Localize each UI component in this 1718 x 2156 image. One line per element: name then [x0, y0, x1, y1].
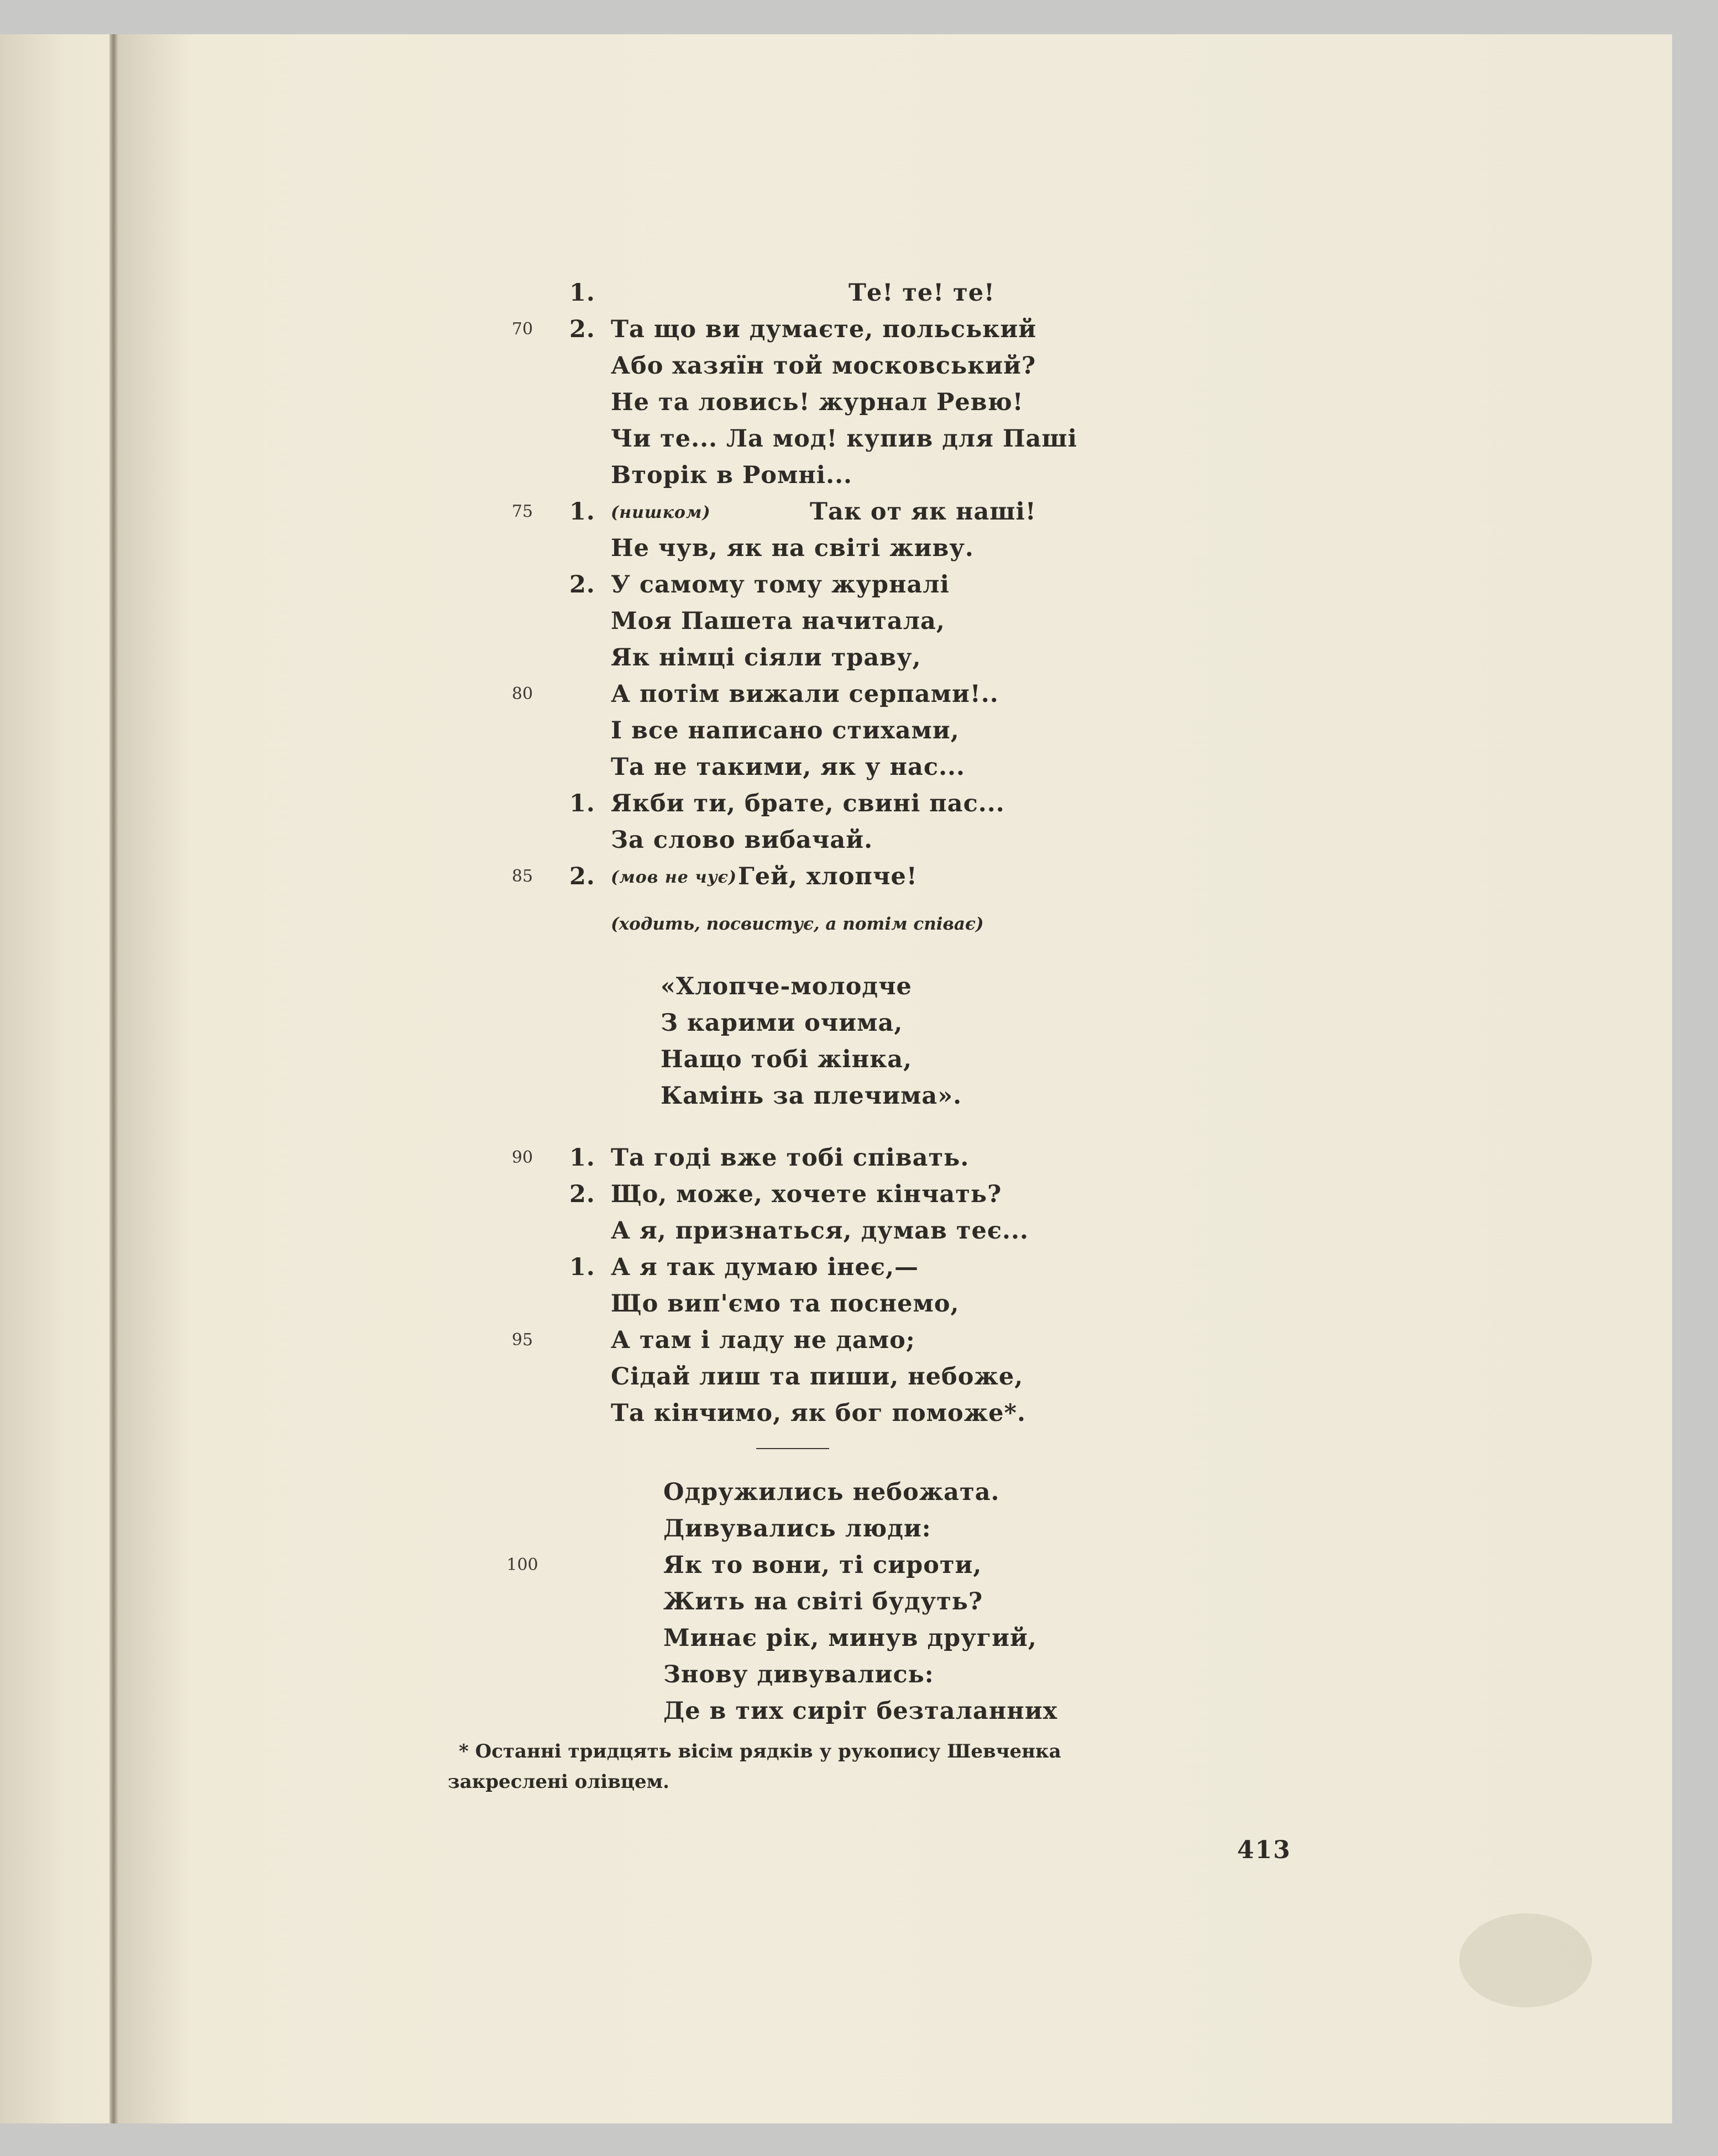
verse-line: За слово вибачай. — [611, 826, 873, 854]
verse-line — [569, 1249, 919, 1286]
verse-line — [569, 494, 1036, 530]
verse-text: Так от як наші! — [810, 498, 1036, 526]
verse-text: У самому тому журналі — [611, 571, 950, 599]
verse-line: Не чув, як на світі живу. — [611, 534, 974, 562]
verse-text: Гей, хлопче! — [738, 863, 918, 890]
verse-line: Дивувались люди: — [663, 1515, 931, 1543]
verse-line — [569, 858, 918, 895]
line-number: 95 — [511, 1330, 533, 1350]
verse-text: Якби ти, брате, свині пас... — [611, 790, 1005, 817]
verse-text: Та годі вже тобі співать. — [611, 1144, 970, 1172]
verse-line: Чи те... Ла мод! купив для Паші — [611, 425, 1077, 453]
verse-line: Як німці сіяли траву, — [611, 644, 921, 672]
stage-direction: (мов не чує) — [611, 868, 737, 887]
gutter-shadow — [118, 34, 190, 2123]
verse-line: Що вип'ємо та поснемо, — [611, 1290, 960, 1318]
verse-line: Вторік в Ромні... — [611, 461, 853, 489]
verse-line: Минає рік, минув другий, — [663, 1624, 1037, 1652]
verse-text: А я так думаю інеє,— — [611, 1253, 919, 1281]
book-gutter — [109, 34, 118, 2123]
verse-line — [569, 785, 1005, 822]
song-line: «Хлопче-молодче — [661, 973, 912, 1000]
verse-text: Що, може, хочете кінчать? — [611, 1181, 1002, 1208]
verse-line — [569, 566, 950, 603]
verse-line: Та не такими, як у нас... — [611, 753, 965, 781]
verse-line: Одружились небожата. — [663, 1478, 1000, 1506]
verse-text: Те! те! те! — [848, 279, 995, 307]
song-line: З карими очима, — [661, 1009, 903, 1037]
line-number: 75 — [511, 502, 533, 521]
speaker-label: 2. — [569, 1181, 595, 1208]
song-line: Камінь за плечима». — [661, 1082, 962, 1110]
speaker-label: 1. — [569, 498, 595, 526]
verse-line: Сідай лиш та пиши, небоже, — [611, 1363, 1024, 1391]
verse-line: Де в тих сиріт безталанних — [663, 1697, 1058, 1725]
verse-line: Або хазяїн той московський? — [611, 352, 1036, 380]
speaker-label: 1. — [569, 1253, 595, 1281]
stage-direction: (нишком) — [611, 503, 711, 522]
speaker-label: 2. — [569, 316, 595, 343]
verse-line: А там і ладу не дамо; — [611, 1326, 915, 1354]
footnote-line: * Останні тридцять вісім рядків у рукопису Шевченка — [459, 1740, 1061, 1762]
verse-line: Та кінчимо, як бог поможе*. — [611, 1399, 1026, 1427]
speaker-label: 2. — [569, 863, 595, 890]
verse-line: Знову дивувались: — [663, 1661, 934, 1688]
line-number: 85 — [511, 867, 533, 886]
speaker-label: 2. — [569, 571, 595, 599]
page-number: 413 — [1237, 1836, 1291, 1864]
song-line: Нащо тобі жінка, — [661, 1046, 913, 1073]
speaker-label: 1. — [569, 279, 595, 307]
book-page — [0, 34, 1672, 2123]
paper-stain — [1459, 1913, 1592, 2007]
speaker-label: 1. — [569, 1144, 595, 1172]
verse-line — [569, 311, 1037, 348]
verse-line: Моя Пашета начитала, — [611, 607, 945, 635]
line-number: 80 — [511, 684, 533, 704]
footnote-line: закреслені олівцем. — [448, 1771, 669, 1793]
stage-direction-line: (ходить, посвистує, а потім співає) — [611, 914, 984, 934]
verse-line: Не та ловись! журнал Ревю! — [611, 389, 1024, 416]
line-number: 90 — [511, 1148, 533, 1167]
verse-line — [569, 1140, 970, 1176]
verse-line — [569, 1176, 1002, 1213]
verse-line — [569, 275, 995, 311]
verse-line: І все написано стихами, — [611, 717, 960, 744]
verse-line: Як то вони, ті сироти, — [663, 1551, 982, 1579]
verse-line: А я, признаться, думав теє... — [611, 1217, 1029, 1245]
section-divider — [756, 1448, 829, 1449]
speaker-label: 1. — [569, 790, 595, 817]
line-number: 70 — [511, 319, 533, 339]
verse-line: Жить на світі будуть? — [663, 1588, 983, 1615]
line-number: 100 — [506, 1555, 538, 1575]
verse-line: А потім вижали серпами!.. — [611, 680, 999, 708]
verse-text: Та що ви думаєте, польський — [611, 316, 1037, 343]
